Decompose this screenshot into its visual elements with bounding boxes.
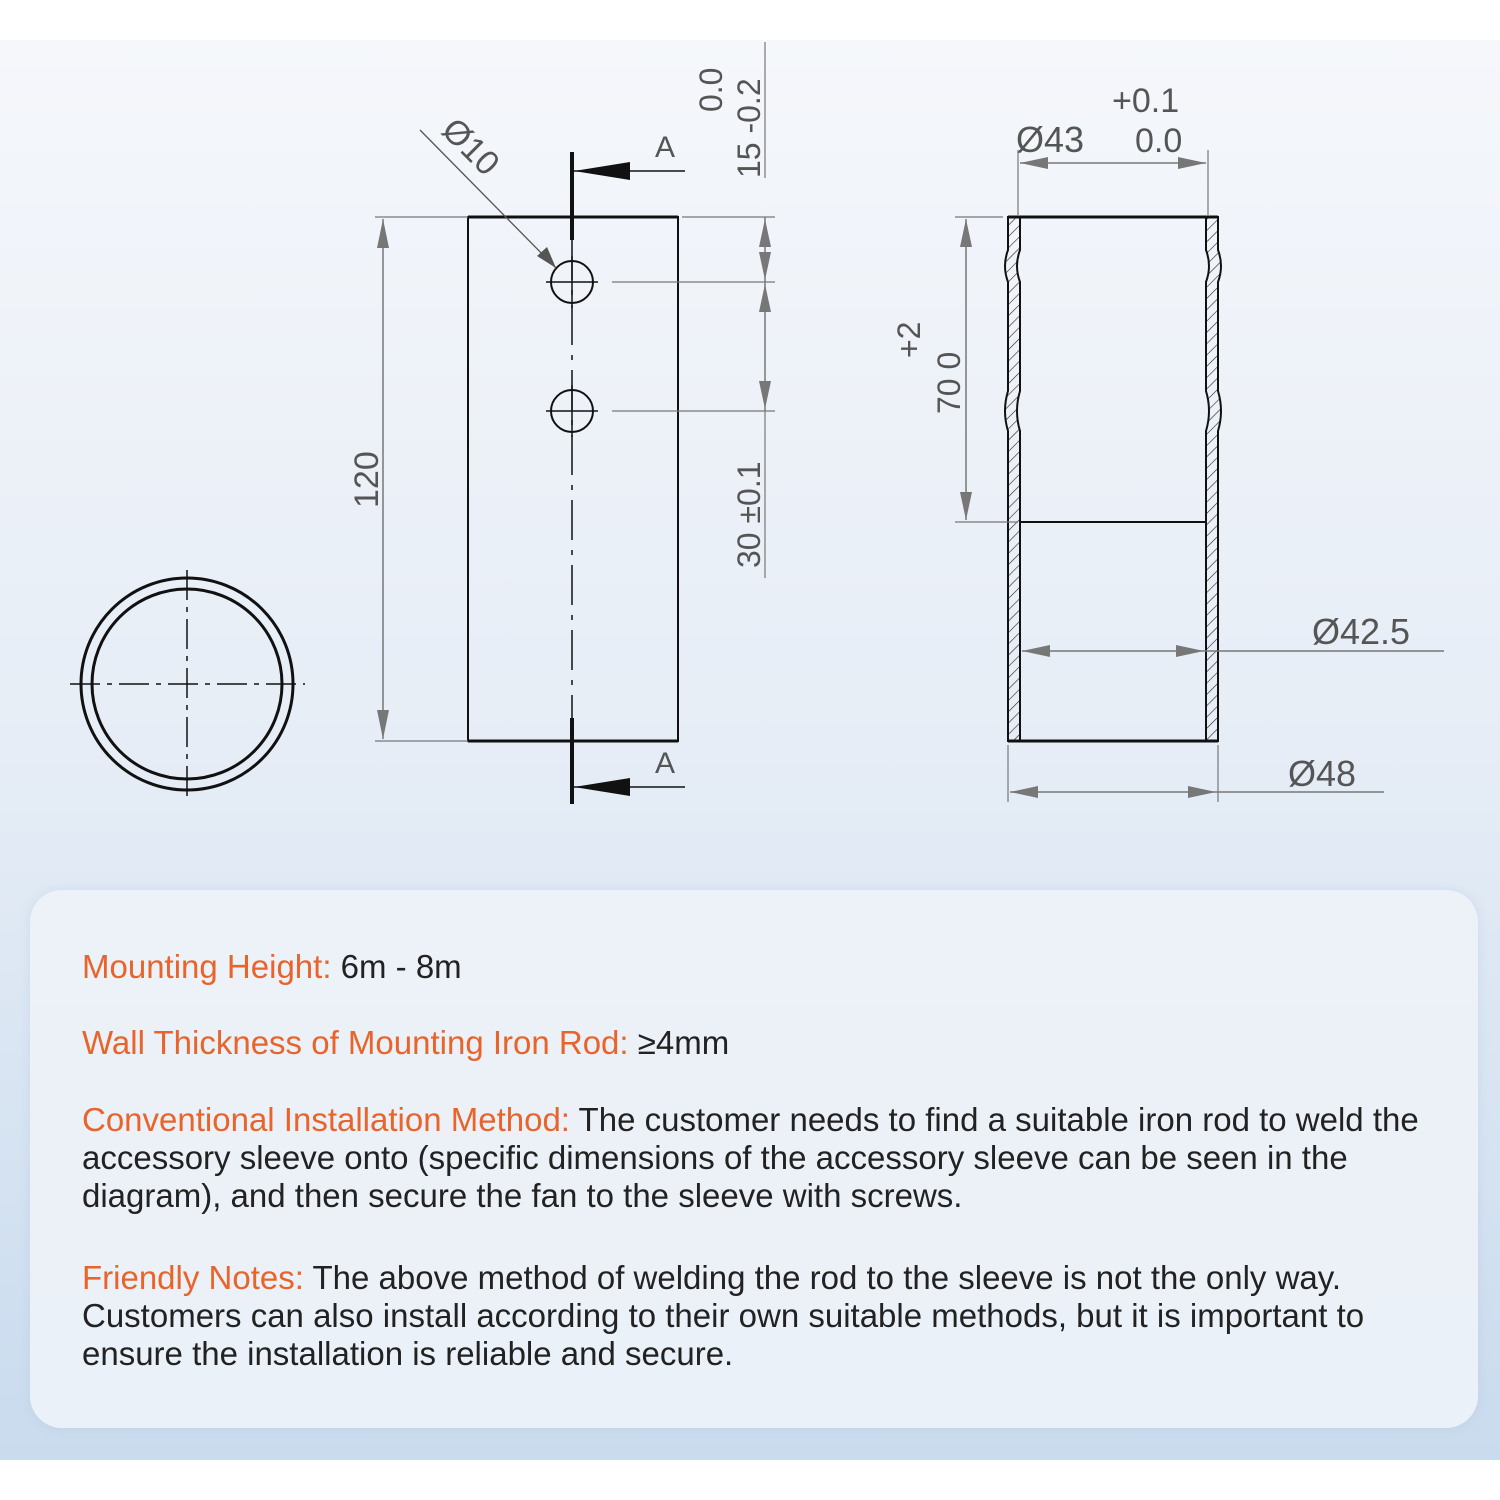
inner-top-tol-lower-label: 0.0 [1135, 122, 1183, 160]
friendly-notes-label: Friendly Notes: [82, 1259, 304, 1296]
mounting-height-row [82, 948, 1452, 986]
side-view-body [468, 217, 678, 741]
hole-spacing-label: 30 ±0.1 [731, 461, 767, 568]
friendly-notes-text: The above method of welding the rod to the sleeve is not the only way. Customers can also install according to their own suitable methods, but it is important to ensure the installation is reliable and secure. [82, 1259, 1365, 1372]
inner-top-tol-upper-label: +0.1 [1112, 82, 1180, 120]
section-view [891, 82, 1444, 802]
friendly-notes-row [82, 1259, 1452, 1373]
section-marker-bottom: A [655, 747, 676, 780]
hole-diameter-label: Ø10 [434, 110, 507, 184]
top-offset-upper-label: 0.0 [693, 67, 729, 112]
section-marker-top: A [655, 131, 676, 164]
top-offset-lower-label: 15 -0.2 [731, 78, 767, 178]
installation-method-row [82, 1101, 1452, 1215]
section-left-wall [1005, 217, 1020, 741]
socket-depth-upper-label: +2 [891, 321, 927, 358]
side-view [348, 42, 775, 804]
info-panel [30, 890, 1478, 1428]
total-length-label: 120 [348, 451, 386, 508]
end-view [70, 570, 305, 800]
mounting-height-label: Mounting Height: [82, 948, 332, 985]
outer-diameter-label: Ø48 [1288, 753, 1357, 794]
inner-top-diameter-label: Ø43 [1016, 119, 1085, 160]
wall-thickness-label: Wall Thickness of Mounting Iron Rod: [82, 1024, 629, 1061]
installation-method-text: The customer needs to find a suitable iron rod to weld the accessory sleeve onto (specific dimensions of the accessory sleeve can be seen in the diagram), and then secure the fan to the sleeve with screws. [82, 1101, 1419, 1214]
wall-thickness-row [82, 1024, 1452, 1062]
section-right-wall [1206, 217, 1221, 741]
installation-method-label: Conventional Installation Method: [82, 1101, 570, 1138]
inner-diameter-label: Ø42.5 [1312, 611, 1411, 652]
wall-thickness-value: ≥4mm [628, 1024, 730, 1061]
socket-depth-lower-label: 70 0 [931, 351, 967, 414]
mounting-height-value: 6m - 8m [331, 948, 462, 985]
